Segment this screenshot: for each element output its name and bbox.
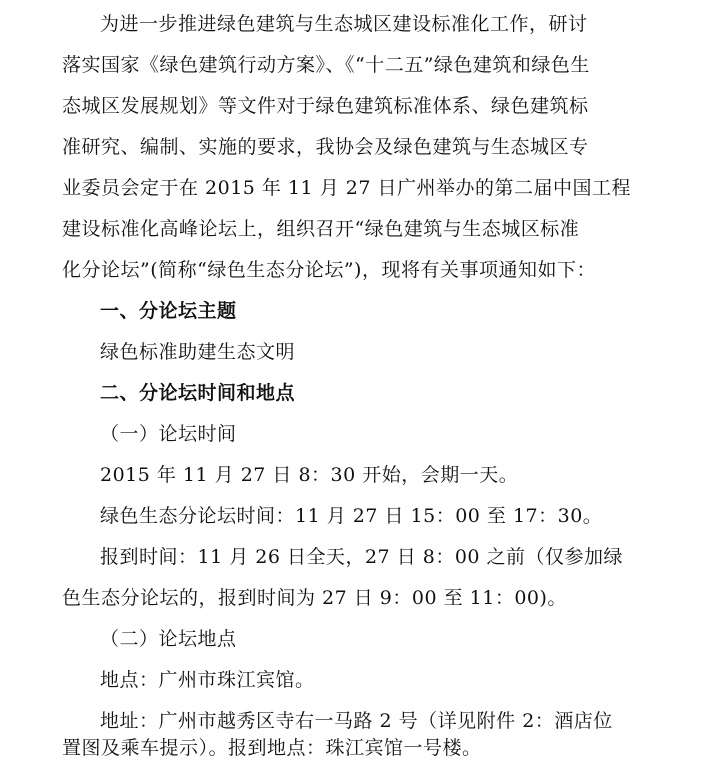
intro-line-1: 为进一步推进绿色建筑与生态城区建设标准化工作，研讨 [100, 13, 588, 35]
forum-time-subheading: （一）论坛时间 [100, 423, 237, 445]
section2-heading: 二、分论坛时间和地点 [100, 382, 296, 404]
intro-line-4: 准研究、编制、实施的要求，我协会及绿色建筑与生态城区专 [62, 136, 589, 158]
venue-name: 地点：广州市珠江宾馆。 [100, 669, 315, 691]
intro-line-2: 落实国家《绿色建筑行动方案》、《“十二五”绿色建筑和绿色生 [62, 54, 590, 76]
intro-line-5: 业委员会定于在 2015 年 11 月 27 日广州举办的第二届中国工程 [62, 177, 631, 199]
forum-venue-subheading: （二）论坛地点 [100, 628, 237, 650]
intro-line-7: 化分论坛”(简称“绿色生态分论坛”)，现将有关事项通知如下： [62, 259, 596, 281]
registration-time-line-2: 色生态分论坛的，报到时间为 27 日 9：00 至 11：00)。 [62, 587, 567, 609]
section1-text: 绿色标准助建生态文明 [100, 341, 296, 363]
venue-address-line-2: 置图及乘车提示）。报到地点：珠江宾馆一号楼。 [62, 737, 482, 759]
intro-line-6: 建设标准化高峰论坛上，组织召开“绿色建筑与生态城区标准 [62, 218, 580, 240]
section1-heading: 一、分论坛主题 [100, 300, 237, 322]
intro-line-3: 态城区发展规划》等文件对于绿色建筑标准体系、绿色建筑标 [62, 95, 589, 117]
green-forum-time: 绿色生态分论坛时间：11 月 27 日 15：00 至 17：30。 [100, 505, 603, 527]
forum-start-time: 2015 年 11 月 27 日 8：30 开始，会期一天。 [100, 464, 519, 486]
registration-time-line-1: 报到时间：11 月 26 日全天，27 日 8：00 之前（仅参加绿 [100, 546, 624, 568]
venue-address-line-1: 地址：广州市越秀区寺右一马路 2 号（详见附件 2：酒店位 [100, 710, 613, 732]
